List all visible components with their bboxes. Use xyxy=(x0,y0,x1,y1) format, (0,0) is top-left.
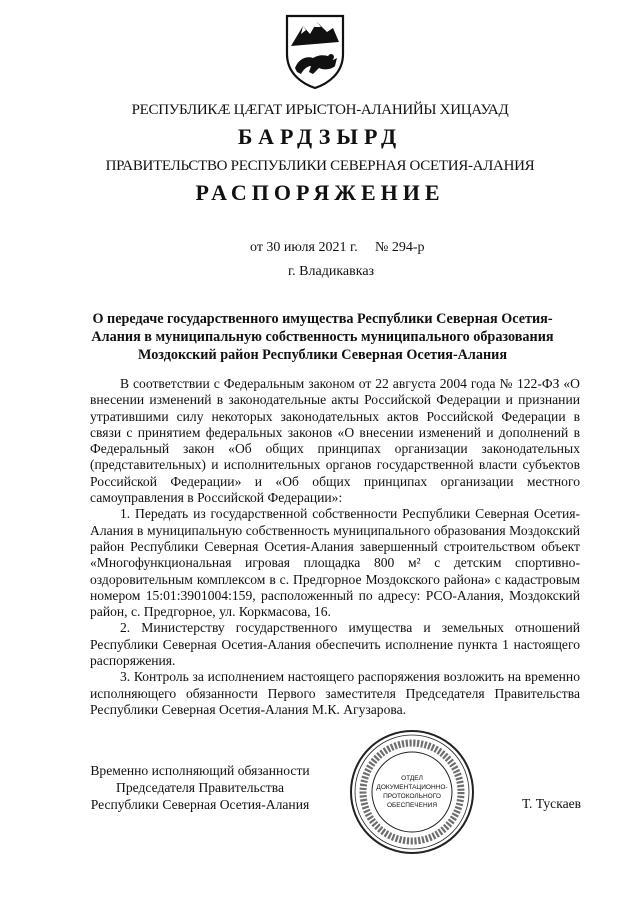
coat-of-arms-emblem xyxy=(283,12,347,90)
stamp-line-1: ОТДЕЛ xyxy=(401,775,423,782)
item-2-paragraph: 2. Министерству государственного имущества и земельных отношений Республики Северная Осетия-Алания обеспечить исполнение пункта 1 настоящего распоряжения. xyxy=(90,620,580,669)
position-line-3: Республики Северная Осетия-Алания xyxy=(90,797,310,812)
item-3-paragraph: 3. Контроль за исполнением настоящего распоряжения возложить на временно исполняющего обязанности Первого заместителя Председателя Правительства Республики Северная Осетия-Алания М.К. Агузарова. xyxy=(90,669,580,717)
document-number: № 294-р xyxy=(375,240,425,255)
signatory-position xyxy=(80,762,320,813)
header-ossetian-org: РЕСПУБЛИКӔ ЦӔГАТ ИРЫСТОН-АЛАНИЙЫ ХИЦАУАД xyxy=(131,102,509,118)
stamp-line-3: ПРОТОКОЛЬНОГО xyxy=(383,793,441,800)
header-ossetian-doc-type: БАРДЗЫРД xyxy=(237,124,403,149)
position-line-2: Председателя Правительства xyxy=(116,780,284,795)
header-russian-org: ПРАВИТЕЛЬСТВО РЕСПУБЛИКИ СЕВЕРНАЯ ОСЕТИЯ-АЛАНИЯ xyxy=(105,158,535,174)
document-body xyxy=(90,376,580,718)
document-city: г. Владикавказ xyxy=(288,264,375,279)
preamble-paragraph: В соответствии с Федеральным законом от 22 августа 2004 года № 122-ФЗ «О внесении изменений в законодательные акты Российской Федерации и признании утратившими силу некоторых законодательных актов Российской Федерации в связи с принятием федеральных законов «О внесении изменений и дополнений в Федеральный закон «Об общих принципах организации законодательных (представительных) и исполнительных органов государственной власти субъектов Российской Федерации» и «Об общих принципах организации местного самоуправления в Российской Федерации»: xyxy=(90,376,580,506)
item-1-paragraph: 1. Передать из государственной собственности Республики Северная Осетия-Алания в муниципальную собственность муниципального образования Моздокский район Республики Северная Осетия-Алания завершенный строительством объект «Многофункциональная игровая площадка 800 м² с детским спортивно-оздоровительным комплексом в с. Предгорное Моздокского района» с кадастровым номером 15:01:3901004:159, расположенный по адресу: РСО-Алания, Моздокский район, с. Предгорное, ул. Коркмасова, 16. xyxy=(90,506,580,620)
header-russian-doc-type: РАСПОРЯЖЕНИЕ xyxy=(195,180,445,205)
signatory-name: Т. Тускаев xyxy=(522,796,582,811)
document-title: О передаче государственного имущества Республики Северная Осетия-Алания в муниципальную собственность муниципального образования Моздокский район Республики Северная Осетия-Алания xyxy=(91,311,554,363)
position-line-1: Временно исполняющий обязанности xyxy=(90,763,310,778)
stamp-line-2: ДОКУМЕНТАЦИОННО- xyxy=(376,784,448,791)
stamp-line-4: ОБЕСПЕЧЕНИЯ xyxy=(386,802,438,809)
official-stamp xyxy=(348,728,476,856)
document-date: от 30 июля 2021 г. xyxy=(250,240,358,255)
